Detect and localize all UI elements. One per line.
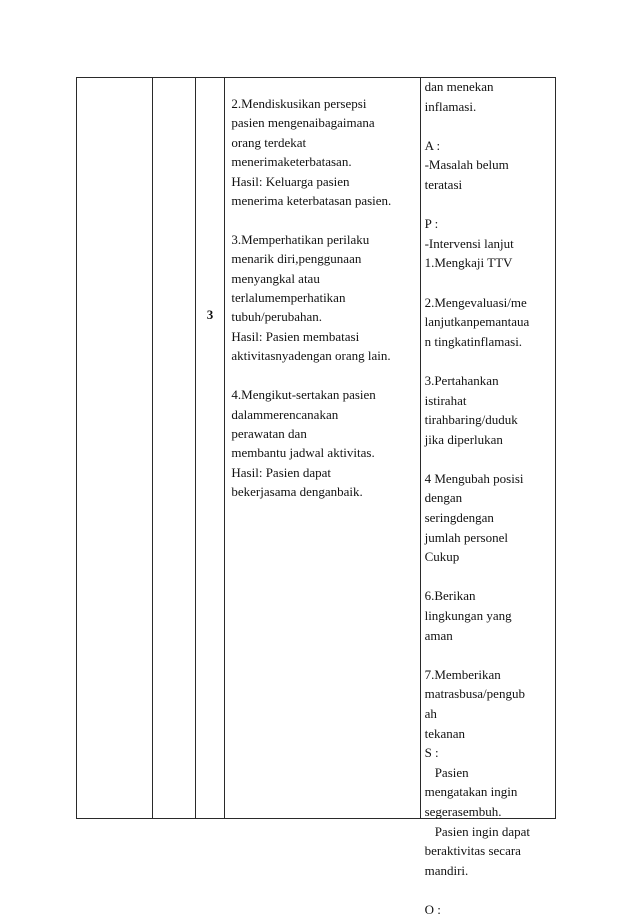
evaluation-text: dan menekan inflamasi. A : -Masalah belum teratasi P : -Intervensi lanjut 1.Mengkaji TTV 2.Mengevaluasi/me lanjutkanpemantaua n tingkatinflamasi. 3.Pertahankan istirahat tirahbaring/duduk jika diperlukan 4 Mengubah posisi dengan seringdengan jumlah personel Cukup 6.Berikan lingkungan yang aman 7.Memberikan matrasbusa/pengub ah tekanan S : Pasien mengatakan ingin segerasembuh. Pasien ingin dapat beraktivitas secara mandiri. O :: [424, 79, 530, 917]
table-column-blank-2: [153, 78, 196, 818]
table-column-blank-1: [77, 78, 153, 818]
table-column-evaluation: [421, 78, 555, 917]
table-column-implementation: [225, 78, 420, 818]
row-number: 3: [206, 307, 214, 322]
implementation-text: 2.Mendiskusikan persepsi pasien mengenaibagaimana orang terdekat menerimaketerbatasan. Hasil: Keluarga pasien menerima keterbatasan pasien. 3.Memperhatikan perilaku menarik diri,penggunaan menyangkal atau terlalumemperhatikan tubuh/perubahan. Hasil: Pasien membatasi aktivitasnyadengan orang lain. 4.Mengikut-sertakan pasien dalammerencanakan perawatan dan membantu jadwal aktivitas. Hasil: Pasien dapat bekerjasama denganbaik.: [231, 96, 392, 500]
table-column-number: [196, 78, 226, 818]
care-table: [76, 77, 556, 917]
